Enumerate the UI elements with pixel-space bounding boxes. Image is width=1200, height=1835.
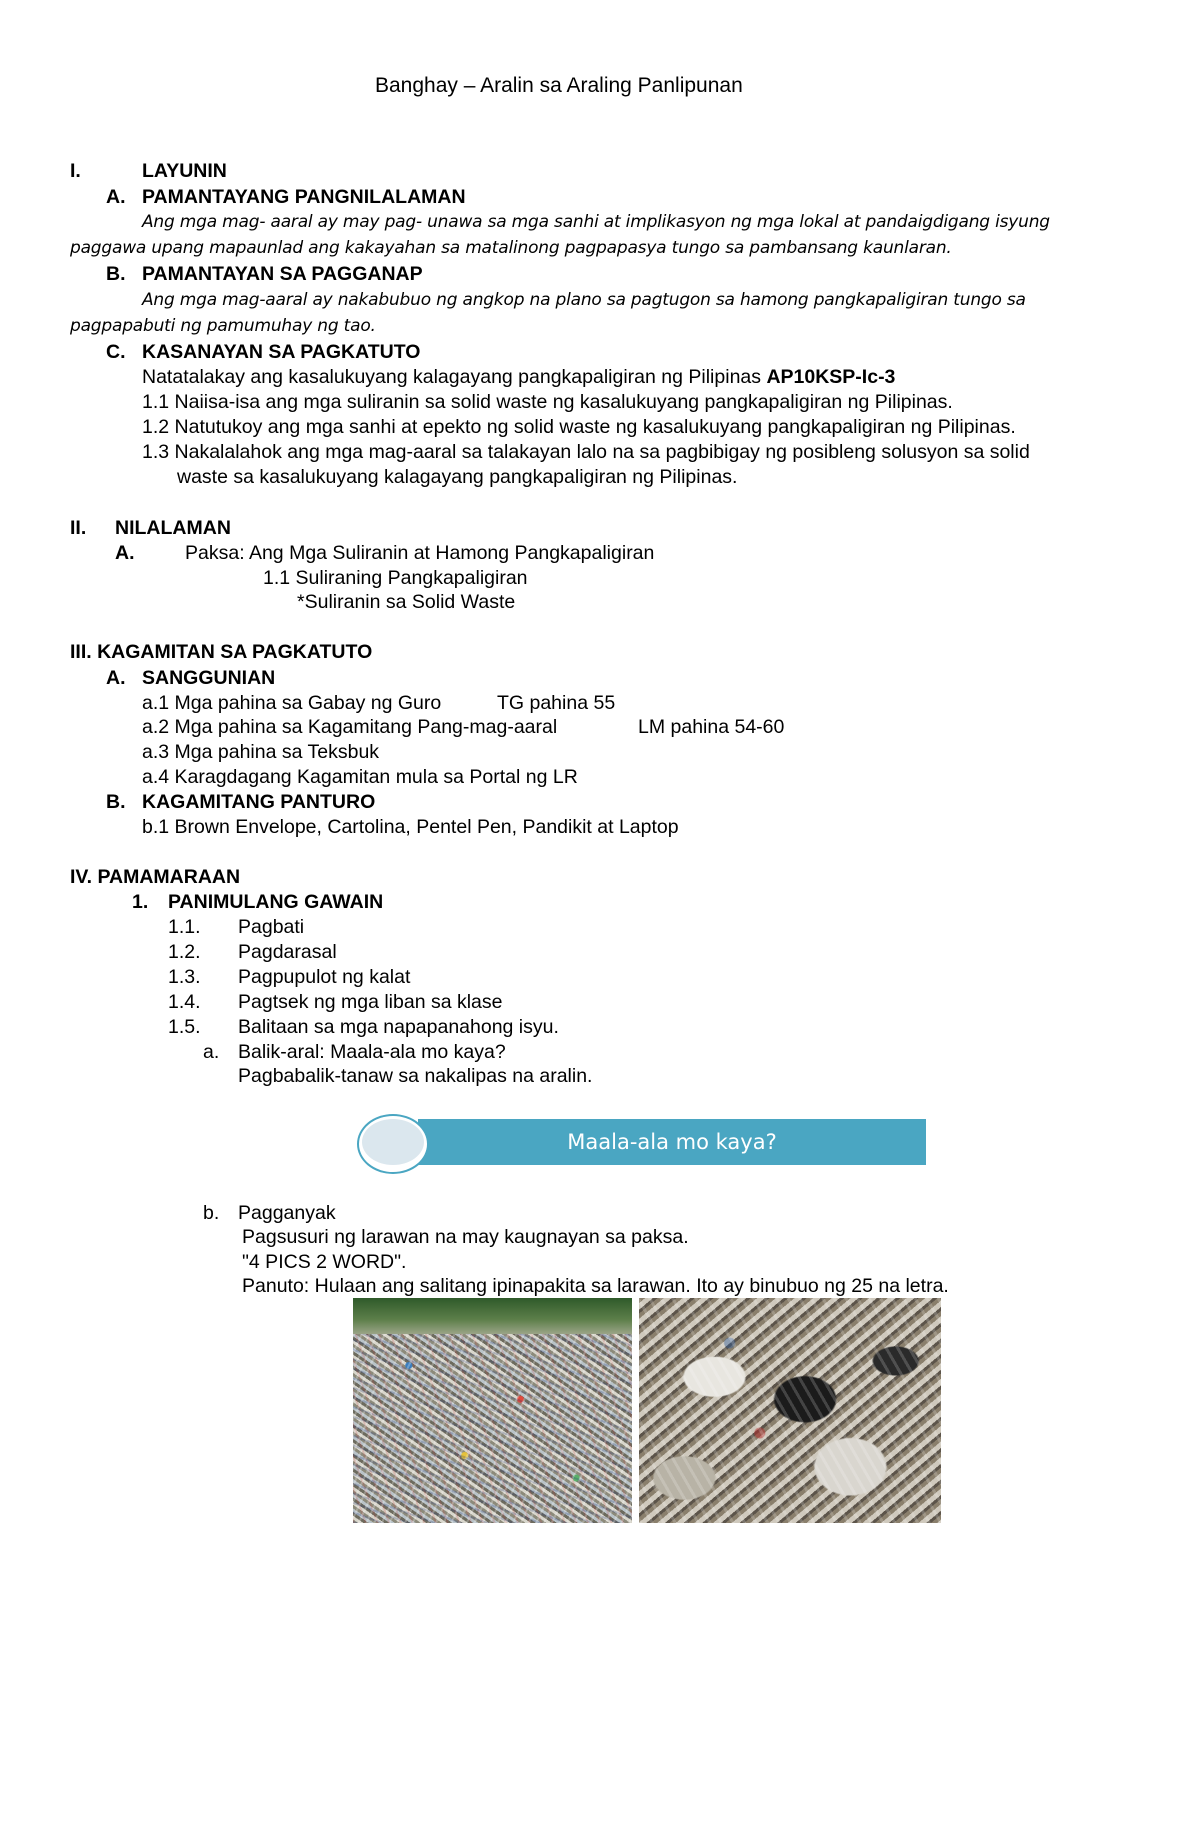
section-3b-heading: KAGAMITANG PANTURO — [142, 791, 376, 813]
banner-text: Maala-ala mo kaya? — [567, 1130, 777, 1154]
review-label: a. — [203, 1041, 220, 1063]
section-1a-heading: PAMANTAYANG PANGNILALAMAN — [142, 186, 466, 208]
motivation-instructions: Panuto: Hulaan ang salitang ipinapakita sa larawan. Ito ay binubuo ng 25 na letra. — [242, 1275, 949, 1297]
competency-text: Natatalakay ang kasalukuyang kalagayang pangkapaligiran ng Pilipinas — [142, 366, 762, 388]
reference-a1-pages: TG pahina 55 — [497, 692, 616, 714]
section-1-heading: LAYUNIN — [142, 160, 227, 182]
motivation-title: Pagganyak — [238, 1202, 336, 1224]
section-2-heading: NILALAMAN — [115, 517, 231, 539]
content-standard-line2: paggawa upang mapaunlad ang kakayahan sa matalinong pagpapasya tungo sa pambansang kaunlaran. — [70, 238, 952, 258]
objective-1-3: 1.3 Nakalalahok ang mga mag-aaral sa talakayan lalo na sa pagbibigay ng posibleng solusyon sa solid — [142, 441, 1030, 463]
objective-1-2: 1.2 Natutukoy ang mga sanhi at epekto ng solid waste ng kasalukuyang pangkapaligiran ng Pilipinas. — [142, 416, 1016, 438]
activity-text: Pagdarasal — [238, 941, 337, 963]
section-3-heading: III. KAGAMITAN SA PAGKATUTO — [70, 641, 373, 663]
reference-a1: a.1 Mga pahina sa Gabay ng Guro — [142, 692, 442, 714]
reference-a3: a.3 Mga pahina sa Teksbuk — [142, 741, 380, 763]
activity-text: Pagbati — [238, 916, 305, 938]
page-title: Banghay – Aralin sa Araling Panlipunan — [375, 74, 743, 97]
section-1a-label: A. — [106, 186, 126, 208]
objective-1-1: 1.1 Naiisa-isa ang mga suliranin sa solid waste ng kasalukuyang pangkapaligiran ng Pilipinas. — [142, 391, 953, 413]
banner-circle-inner — [362, 1119, 424, 1165]
section-1c-label: C. — [106, 341, 126, 363]
competency-code: AP10KSP-Ic-3 — [766, 366, 896, 388]
section-1b-heading: PAMANTAYAN SA PAGGANAP — [142, 263, 423, 285]
motivation-label: b. — [203, 1202, 220, 1224]
topic: Paksa: Ang Mga Suliranin at Hamong Pangkapaligiran — [185, 542, 655, 564]
content-standard-line1: Ang mga mag- aaral ay may pag- unawa sa mga sanhi at implikasyon ng mga lokal at pandaigdigang isyung — [142, 212, 1050, 232]
subtopic-1-1: 1.1 Suliraning Pangkapaligiran — [263, 567, 528, 589]
section-4-heading: IV. PAMAMARAAN — [70, 866, 241, 888]
review-title: Balik-aral: Maala-ala mo kaya? — [238, 1041, 506, 1063]
activity-text: Pagpupulot ng kalat — [238, 966, 411, 988]
section-1-number: I. — [70, 160, 81, 182]
activity-number: 1.4. — [168, 991, 201, 1013]
performance-standard-line2: pagpapabuti ng pamumuhay ng tao. — [70, 316, 376, 336]
performance-standard-line1: Ang mga mag-aaral ay nakabubuo ng angkop na plano sa pagtugon sa hamong pangkapaligiran tungo sa — [142, 290, 1026, 310]
activity-number: 1.3. — [168, 966, 201, 988]
motivation-line1: Pagsusuri ng larawan na may kaugnayan sa paksa. — [242, 1226, 689, 1248]
reference-a4: a.4 Karagdagang Kagamitan mula sa Portal ng LR — [142, 766, 578, 788]
section-3a-heading: SANGGUNIAN — [142, 667, 276, 689]
objective-1-3-cont: waste sa kasalukuyang kalagayang pangkapaligiran ng Pilipinas. — [177, 466, 738, 488]
materials-b1: b.1 Brown Envelope, Cartolina, Pentel Pen, Pandikit at Laptop — [142, 816, 679, 838]
review-description: Pagbabalik-tanaw sa nakalipas na aralin. — [238, 1065, 593, 1087]
subtopic-solid-waste: *Suliranin sa Solid Waste — [297, 591, 516, 613]
section-3b-label: B. — [106, 791, 126, 813]
activity-number: 1.5. — [168, 1016, 201, 1038]
section-2a-label: A. — [115, 542, 135, 564]
competency-intro — [142, 365, 895, 389]
activity-number: 1.1. — [168, 916, 201, 938]
activity-text: Balitaan sa mga napapanahong isyu. — [238, 1016, 559, 1038]
activity-text: Pagtsek ng mga liban sa klase — [238, 991, 503, 1013]
landfill-photo — [353, 1298, 632, 1523]
motivation-line2: "4 PICS 2 WORD". — [242, 1251, 407, 1273]
section-3a-label: A. — [106, 667, 126, 689]
section-1c-heading: KASANAYAN SA PAGKATUTO — [142, 341, 421, 363]
reference-a2: a.2 Mga pahina sa Kagamitang Pang-mag-aaral — [142, 716, 558, 738]
reference-a2-pages: LM pahina 54-60 — [638, 716, 785, 738]
activity-number: 1.2. — [168, 941, 201, 963]
garbage-pile-photo — [639, 1298, 941, 1523]
section-1b-label: B. — [106, 263, 126, 285]
section-2-number: II. — [70, 517, 87, 539]
procedure-1-heading: PANIMULANG GAWAIN — [168, 891, 384, 913]
procedure-1-number: 1. — [132, 891, 149, 913]
